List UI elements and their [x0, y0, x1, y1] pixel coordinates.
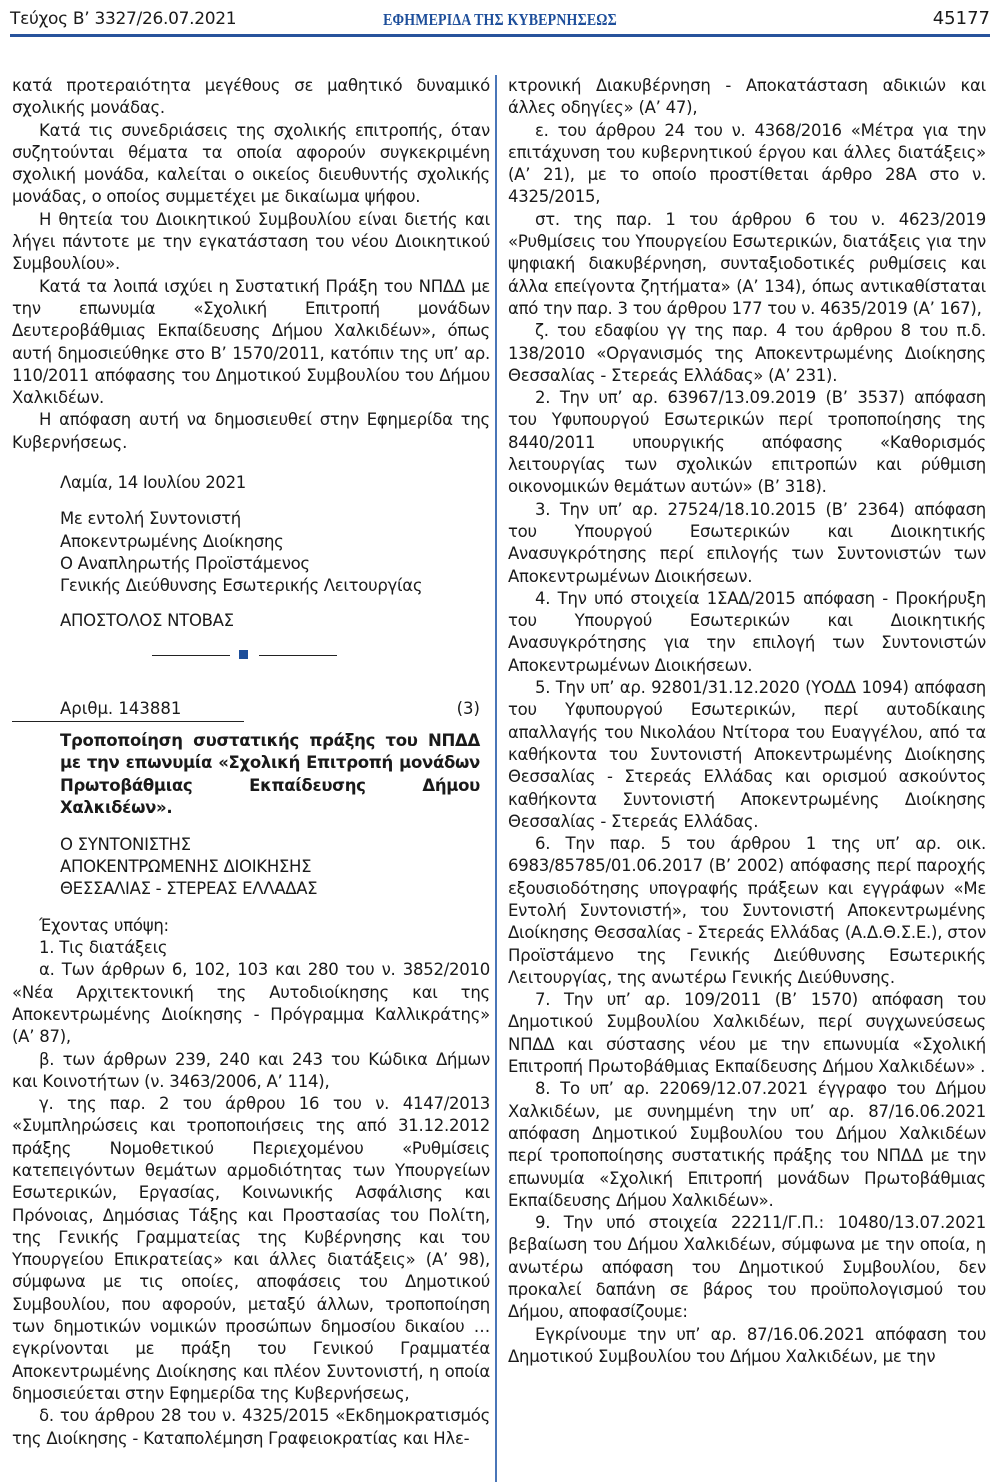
header-rule [10, 34, 990, 37]
paragraph: δ. του άρθρου 28 του ν. 4325/2015 «Εκδημοκρατισμός της Διοίκησης - Καταπολέμηση Γραφειοκρατίας και Ηλε- [12, 1406, 490, 1448]
paragraph: 2. Την υπ’ αρ. 63967/13.09.2019 (Β’ 3537) απόφαση του Υφυπουργού Εσωτερικών περί τροποποίησης της 8440/2011 υπουργικής απόφασης «Καθορισμός λειτουργίας των σχολικών επιτροπών και ρύθμιση οικονομικών θεμάτων αυτών» (Β’ 318). [508, 388, 986, 497]
decision-underline [12, 721, 244, 723]
authority-line: ΘΕΣΣΑΛΙΑΣ - ΣΤΕΡΕΑΣ ΕΛΛΑΔΑΣ [60, 879, 318, 899]
paragraph: 9. Την υπό στοιχεία 22211/Γ.Π.: 10480/13.07.2021 βεβαίωση του Δήμου Χαλκιδέων, σύμφωνα με την οποία, η ανωτέρω απόφαση του Δημοτικού Συμβουλίου, δεν προκαλεί δαπάνη σε βάρος του προϋπολογισμού του Δήμου, αποφασίζουμε: [508, 1213, 986, 1322]
signature-block [12, 472, 490, 632]
decision-number: Αριθμ. 143881 [60, 698, 182, 718]
page-header [10, 6, 990, 36]
separator-rule [259, 655, 337, 657]
paragraph: α. Των άρθρων 6, 102, 103 και 280 του ν. 3852/2010 «Νέα Αρχιτεκτονική της Αυτοδιοίκησης και της Αποκεντρωμένης Διοίκησης - Πρόγραμμα Καλλικράτης» (Α’ 87), [12, 960, 490, 1047]
paragraph: γ. της παρ. 2 του άρθρου 16 του ν. 4147/2013 «Συμπληρώσεις και τροποποιήσεις της από 31.12.2012 πράξης Νομοθετικού Περιεχομένου «Ρυθμίσεις κατεπειγόντων θεμάτων αρμοδιότητας των Υπουργείων Εσωτερικών, Εργασίας, Κοινωνικής Ασφάλισης και Πρόνοιας, Δημόσιας Τάξης και Προστασίας του Πολίτη, της Γενικής Γραμματείας της Κυβέρνησης και του Υπουργείου Επικρατείας» και άλλες διατάξεις» (Α’ 98), σύμφωνα με τις οποίες, αποφάσεις του Δημοτικού Συμβουλίου, που αφορούν, μεταξύ άλλων, τροποποίηση των δημοτικών νομικών προσώπων δημοσίου δικαίου … εγκρίνονται με πράξη του Γενικού Γραμματέα Αποκεντρωμένης Διοίκησης και πλέον Συντονιστή, η οποία δημοσιεύεται στην Εφημερίδα της Κυβερνήσεως, [12, 1094, 490, 1403]
paragraph: στ. της παρ. 1 του άρθρου 6 του ν. 4623/2019 «Ρυθμίσεις του Υπουργείου Εσωτερικών, διατάξεις για την ψηφιακή διακυβέρνηση, συνταξιοδοτικές ρυθμίσεις και άλλα επείγοντα ζητήματα» (Α’ 134), όπως αντικαθίσταται από την παρ. 3 του άρθρου 177 του ν. 4635/2019 (Α’ 167), [508, 209, 986, 318]
paragraph: 4. Την υπό στοιχεία 1ΣΑΔ/2015 απόφαση - Προκήρυξη του Υπουργού Εσωτερικών και Διοικητικής Ανασυγκρότησης για την επιλογή των Συντονιστών Αποκεντρωμένων Διοικήσεων. [508, 588, 986, 675]
paragraph: 6. Την παρ. 5 του άρθρου 1 της υπ’ αρ. οικ. 6983/85785/01.06.2017 (Β’ 2002) απόφασης περί παροχής εξουσιοδότησης υπογραφής πράξεων και εγγράφων «Με Εντολή Συντονιστή», του Συντονιστή Αποκεντρωμένης Διοίκησης Θεσσαλίας - Στερεάς Ελλάδας (Α.Δ.Θ.Σ.Ε.), στον Προϊστάμενο της Γενικής Διεύθυνσης Εσωτερικής Λειτουργίας, της ανωτέρω Γενικής Διεύθυνσης. [508, 834, 986, 987]
column-divider [495, 75, 497, 1482]
separator-rule [152, 655, 230, 657]
right-column [508, 75, 986, 1368]
decision-title: Τροποποίηση συστατικής πράξης του ΝΠΔΔ με την επωνυμία «Σχολική Επιτροπή μονάδων Πρωτοβάθμιας Εκπαίδευσης Δήμου Χαλκιδέων». [60, 730, 480, 818]
decision-sequence: (3) [456, 698, 480, 718]
paragraph: 1. Τις διατάξεις [39, 938, 168, 958]
signatory-name: ΑΠΟΣΤΟΛΟΣ ΝΤΟΒΑΣ [60, 610, 234, 630]
paragraph: ζ. του εδαφίου γγ της παρ. 4 του άρθρου 8 του π.δ. 138/2010 «Οργανισμός της Αποκεντρωμένης Διοίκησης Θεσσαλίας - Στερεάς Ελλάδας» (Α’ 231). [508, 321, 986, 385]
issue-number: Τεύχος B’ 3327/26.07.2021 [10, 9, 237, 29]
paragraph: Έχοντας υπόψη: [39, 915, 169, 935]
left-column [12, 75, 490, 1450]
section-separator [12, 644, 490, 668]
paragraph: Η απόφαση αυτή να δημοσιευθεί στην Εφημερίδα της Κυβερνήσεως. [12, 410, 490, 452]
place-date: Λαμία, 14 Ιουλίου 2021 [60, 473, 246, 493]
authority-line: ΑΠΟΚΕΝΤΡΩΜΕΝΗΣ ΔΙΟΙΚΗΣΗΣ [60, 857, 312, 877]
issuing-authority [12, 834, 490, 901]
paragraph: Κατά τα λοιπά ισχύει η Συστατική Πράξη του ΝΠΔΔ με την επωνυμία «Σχολική Επιτροπή μονάδων Δευτεροβάθμιας Εκπαίδευσης Δήμου Χαλκιδέων», όπως αυτή δημοσιεύθηκε στο Β’ 1570/2011, κατόπιν της υπ’ αρ. 110/2011 απόφασης του Δημοτικού Συμβουλίου του Δήμου Χαλκιδέων. [12, 276, 490, 408]
paragraph: κατά προτεραιότητα μεγέθους σε μαθητικό δυναμικό σχολικής μονάδας. [12, 76, 490, 118]
paragraph: ε. του άρθρου 24 του ν. 4368/2016 «Μέτρα για την επιτάχυνση του κυβερνητικού έργου και άλλες διατάξεις» (Α’ 21), με το οποίο προστίθεται άρθρο 28Α στο ν. 4325/2015, [508, 120, 986, 207]
authority-line: Ο ΣΥΝΤΟΝΙΣΤΗΣ [60, 834, 191, 854]
signatory-role: Ο Αναπληρωτής Προϊστάμενος [60, 553, 310, 573]
paragraph: 7. Την υπ’ αρ. 109/2011 (Β’ 1570) απόφαση του Δημοτικού Συμβουλίου Χαλκιδέων, περί συγχωνεύσεως ΝΠΔΔ και σύστασης νέου με την επωνυμία «Σχολική Επιτροπή Πρωτοβάθμιας Εκπαίδευσης Δήμου Χαλκιδέων» . [508, 990, 986, 1077]
signatory-role: Αποκεντρωμένης Διοίκησης [60, 531, 284, 551]
paragraph: 5. Την υπ’ αρ. 92801/31.12.2020 (ΥΟΔΔ 1094) απόφαση του Υφυπουργού Εσωτερικών, περί αυτοδίκαιης απαλλαγής του Νικολάου Ντίτορα του Ευαγγέλου, από τα καθήκοντα του Συντονιστή Αποκεντρωμένης Διοίκησης Θεσσαλίας - Στερεάς Ελλάδας και ορισμού ασκούντος καθήκοντα Συντονιστή Αποκεντρωμένης Διοίκησης Θεσσαλίας - Στερεάς Ελλάδας. [508, 678, 986, 831]
paragraph: 8. Το υπ’ αρ. 22069/12.07.2021 έγγραφο του Δήμου Χαλκιδέων, με συνημμένη την υπ’ αρ. 87/16.06.2021 απόφαση Δημοτικού Συμβουλίου του Δήμου Χαλκιδέων περί τροποποίησης συστατικής πράξης του ΝΠΔΔ με την επωνυμία «Σχολική Επιτροπή μονάδων Πρωτοβάθμιας Εκπαίδευσης Δήμου Χαλκιδέων». [508, 1079, 986, 1210]
page-number: 45177 [932, 8, 990, 29]
paragraph: β. των άρθρων 239, 240 και 243 του Κώδικα Δήμων και Κοινοτήτων (ν. 3463/2006, Α’ 114), [12, 1049, 490, 1091]
signatory-role: Με εντολή Συντονιστή [60, 509, 241, 529]
paragraph: 3. Την υπ’ αρ. 27524/18.10.2015 (Β’ 2364) απόφαση του Υπουργού Εσωτερικών και Διοικητικής Ανασυγκρότησης περί επιλογής των Συντονιστών των Αποκεντρωμένων Διοικήσεων. [508, 499, 986, 586]
paragraph: Η θητεία του Διοικητικού Συμβουλίου είναι διετής και λήγει πάντοτε με την εγκατάσταση του νέου Διοικητικού Συμβουλίου». [12, 209, 490, 274]
signatory-role: Γενικής Διεύθυνσης Εσωτερικής Λειτουργίας [60, 576, 423, 596]
square-ornament-icon [239, 650, 248, 659]
paragraph: Κατά τις συνεδριάσεις της σχολικής επιτροπής, όταν συζητούνται θέματα τα οποία αφορούν συγκεκριμένη σχολική μονάδα, καλείται ο οικείος διευθυντής σχολικής μονάδας, ο οποίος συμμετέχει με δικαίωμα ψήφου. [12, 120, 490, 207]
gazette-title: ΕΦΗΜΕΡΙΔΑ ΤΗΣ ΚΥΒΕΡΝΗΣΕΩΣ [383, 10, 617, 29]
paragraph: Εγκρίνουμε την υπ’ αρ. 87/16.06.2021 απόφαση του Δημοτικού Συμβουλίου του Δήμου Χαλκιδέων, με την [508, 1324, 986, 1366]
paragraph: κτρονική Διακυβέρνηση - Αποκατάσταση αδικιών και άλλες οδηγίες» (Α’ 47), [508, 76, 986, 118]
decision-header [12, 698, 490, 724]
